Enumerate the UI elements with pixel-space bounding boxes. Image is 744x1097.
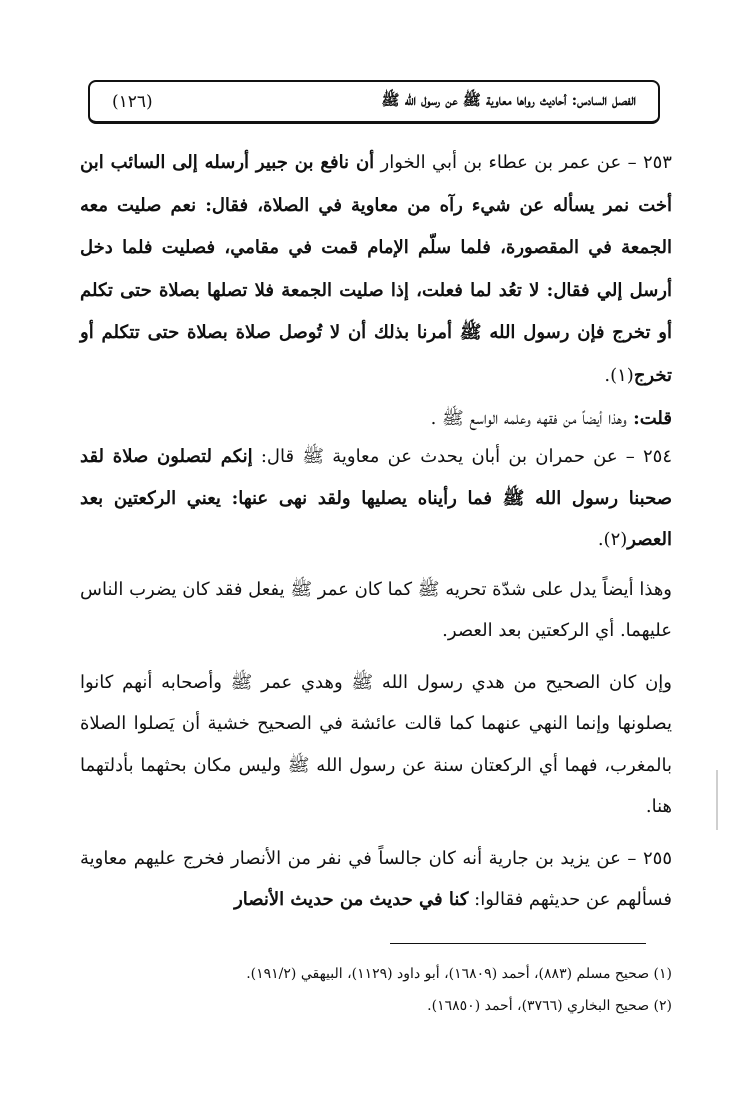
page-number: (١٢٦) — [112, 91, 153, 112]
footnote-ref: (٢). — [597, 529, 628, 550]
text-segment: ٢٥٥ – عن يزيد بن جارية أنه كان جالساً في نفر من الأنصار فخرج عليهم معاوية فسألهم عن حديثهم فقالوا: — [80, 847, 672, 910]
commentary-paragraph — [80, 401, 672, 436]
qult-label: قلت: — [626, 408, 672, 429]
scan-edge-mark — [716, 770, 718, 830]
footnote-2: (٢) صحيح البخاري (٣٧٦٦)، أحمد (١٦٨٥٠). — [427, 998, 672, 1014]
hadith-255 — [80, 838, 672, 921]
main-text — [80, 142, 672, 921]
text-segment: وهذا أيضاً من فقهه وعلمه الواسع ﷺ . — [430, 408, 627, 429]
hadith-text: كنا في حديث من حديث الأنصار — [234, 889, 469, 910]
chapter-title: الفصل السادس: أحاديث رواها معاوية ﷺ عن رسول الله ﷺ — [381, 90, 636, 109]
running-header — [88, 80, 660, 124]
hadith-253 — [80, 142, 672, 397]
footnote-ref: (١). — [604, 364, 634, 386]
hadith-254 — [80, 436, 672, 561]
commentary-paragraph — [80, 662, 672, 828]
text-segment: ٢٥٣ – عن عمر بن عطاء بن أبي الخوار — [374, 152, 672, 173]
text-segment: وهذا أيضاً يدل على شدّة تحريه ﷺ كما كان عمر ﷺ يفعل فقد كان يضرب الناس عليهما. أي الركعتين بعد العصر. — [79, 578, 672, 641]
footnote-separator — [390, 943, 646, 944]
commentary-paragraph — [80, 569, 672, 652]
hadith-text: أن نافع بن جبير أرسله إلى السائب ابن أخت نمر يسأله عن شيء رآه من معاوية في الصلاة، فقال: نعم صليت معه الجمعة في المقصورة، فلما سلّم الإمام قمت في مقامي، فصليت فلما دخل أرسل إلي فقال: لا تعُد لما فعلت، إذا صليت الجمعة فلا تصلها بصلاة حتى تكلم أو تخرج فإن رسول الله ﷺ أمرنا بذلك أن لا تُوصل صلاة بصلاة حتى تتكلم أو تخرج — [80, 152, 672, 386]
footnote-1: (١) صحيح مسلم (٨٨٣)، أحمد (١٦٨٠٩)، أبو داود (١١٢٩)، البيهقي (١٩١/٢). — [246, 966, 672, 982]
text-segment: وإن كان الصحيح من هدي رسول الله ﷺ وهدي عمر ﷺ وأصحابه أنهم كانوا يصلونها وإنما النهي عنهما كما قالت عائشة في الصحيح خشية أن يَصلوا الصلاة بالمغرب، فهما أي الركعتان سنة عن رسول الله ﷺ وليس مكان بحثهما بأدلتهما هنا. — [80, 671, 672, 817]
footnotes — [80, 958, 672, 1022]
text-segment: ٢٥٤ – عن حمران بن أبان يحدث عن معاوية ﷺ قال: — [252, 446, 672, 467]
hadith-text: إنكم لتصلون صلاة لقد صحبنا رسول الله ﷺ فما رأيناه يصليها ولقد نهى عنها: يعني الركعتين بعد العصر — [80, 446, 672, 550]
